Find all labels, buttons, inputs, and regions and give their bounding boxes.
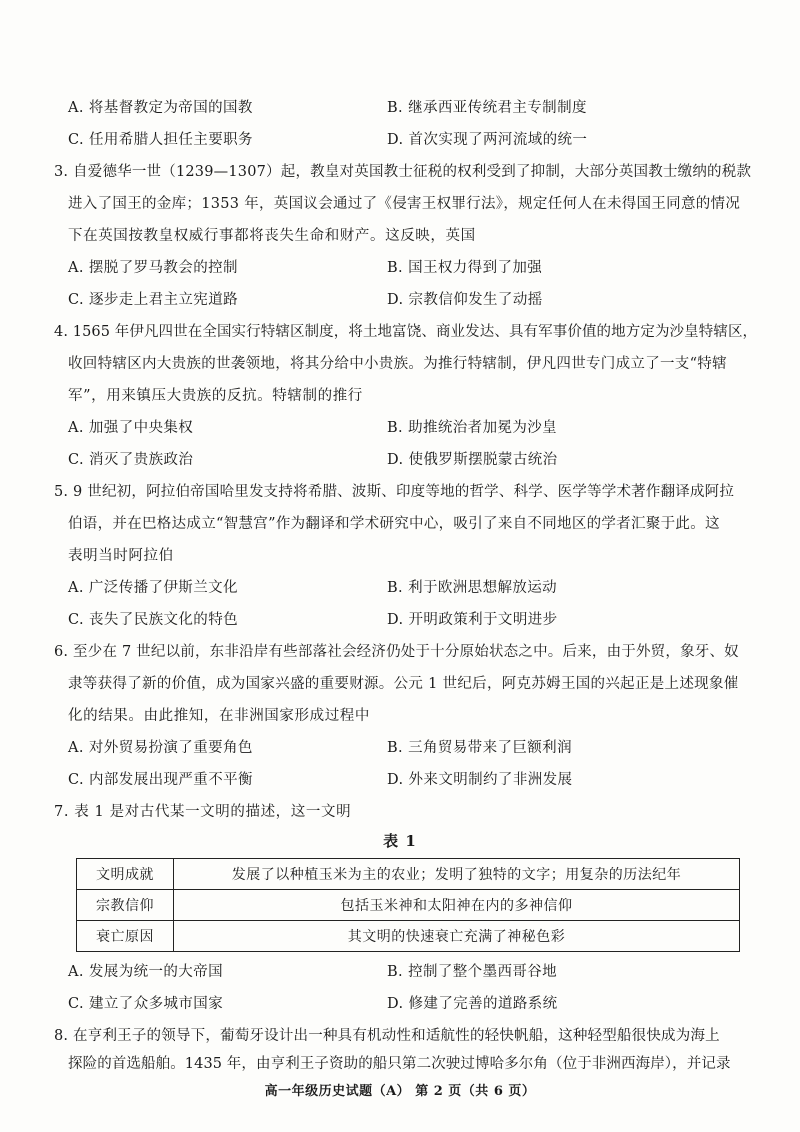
q7-option-d: D. 修建了完善的道路系统 (387, 996, 558, 1012)
q8-stem-line: 8. 在亨利王子的领导下，葡萄牙设计出一种具有机动性和适航性的轻快帆船，这种轻型船很快成为海上 (54, 1028, 720, 1044)
civilization-table (76, 858, 740, 952)
q4-option-a: A. 加强了中央集权 (68, 420, 194, 436)
q6-option-b: B. 三角贸易带来了巨额利润 (387, 740, 572, 756)
table-caption: 表 1 (383, 832, 417, 850)
q3-stem-line: 下在英国按教皇权威行事都将丧失生命和财产。这反映，英国 (68, 228, 476, 244)
q6-stem-line: 6. 至少在 7 世纪以前，东非沿岸有些部落社会经济仍处于十分原始状态之中。后来，由于外贸，象牙、奴 (54, 644, 739, 660)
table-cell: 其文明的快速衰亡充满了神秘色彩 (174, 921, 740, 952)
q6-option-d: D. 外来文明制约了非洲发展 (387, 772, 573, 788)
q5-option-a: A. 广泛传播了伊斯兰文化 (68, 580, 238, 596)
table-cell: 发展了以种植玉米为主的农业；发明了独特的文字；用复杂的历法纪年 (174, 859, 740, 890)
q4-option-b: B. 助推统治者加冕为沙皇 (387, 420, 558, 436)
q6-option-c: C. 内部发展出现严重不平衡 (68, 772, 253, 788)
q3-option-c: C. 逐步走上君主立宪道路 (68, 292, 238, 308)
q5-option-b: B. 利于欧洲思想解放运动 (387, 580, 558, 596)
q5-stem-line: 5. 9 世纪初，阿拉伯帝国哈里发支持将希腊、波斯、印度等地的哲学、科学、医学等学术著作翻译成阿拉 (54, 484, 735, 500)
q7-option-c: C. 建立了众多城市国家 (68, 996, 224, 1012)
q3-option-d: D. 宗教信仰发生了动摇 (387, 292, 543, 308)
q2-option-c: C. 任用希腊人担任主要职务 (68, 132, 253, 148)
table-cell: 包括玉米神和太阳神在内的多神信仰 (174, 890, 740, 921)
q5-option-d: D. 开明政策利于文明进步 (387, 612, 558, 628)
q4-stem-line: 军”，用来镇压大贵族的反抗。特辖制的推行 (68, 388, 363, 404)
q3-stem-line: 进入了国王的金库；1353 年，英国议会通过了《侵害王权罪行法》，规定任何人在未得国王同意的情况 (68, 196, 741, 212)
q3-option-a: A. 摆脱了罗马教会的控制 (68, 260, 238, 276)
page-footer: 高一年级历史试题（A） 第 2 页（共 6 页） (264, 1084, 536, 1099)
q5-stem-line: 伯语，并在巴格达成立“智慧宫”作为翻译和学术研究中心，吸引了来自不同地区的学者汇聚于此。这 (68, 516, 720, 532)
q4-stem-line: 收回特辖区内大贵族的世袭领地，将其分给中小贵族。为推行特辖制，伊凡四世专门成立了一支“特辖 (68, 356, 727, 372)
q7-option-a: A. 发展为统一的大帝国 (68, 964, 223, 980)
q5-option-c: C. 丧失了民族文化的特色 (68, 612, 238, 628)
q2-option-d: D. 首次实现了两河流域的统一 (387, 132, 588, 148)
table-row-header: 宗教信仰 (77, 890, 174, 921)
q6-option-a: A. 对外贸易扮演了重要角色 (68, 740, 253, 756)
q6-stem-line: 隶等获得了新的价值，成为国家兴盛的重要财源。公元 1 世纪后，阿克苏姆王国的兴起正是上述现象催 (68, 676, 739, 692)
q3-stem-line: 3. 自爱德华一世（1239—1307）起，教皇对英国教士征税的权利受到了抑制，大部分英国教士缴纳的税款 (54, 164, 752, 180)
table-row (77, 890, 740, 921)
q4-option-d: D. 使俄罗斯摆脱蒙古统治 (387, 452, 558, 468)
table-row (77, 859, 740, 890)
q5-stem-line: 表明当时阿拉伯 (68, 548, 174, 564)
q4-option-c: C. 消灭了贵族政治 (68, 452, 194, 468)
table-row-header: 文明成就 (77, 859, 174, 890)
q3-option-b: B. 国王权力得到了加强 (387, 260, 543, 276)
q6-stem-line: 化的结果。由此推知，在非洲国家形成过程中 (68, 708, 370, 724)
q2-option-a: A. 将基督教定为帝国的国教 (68, 100, 253, 116)
q4-stem-line: 4. 1565 年伊凡四世在全国实行特辖区制度，将土地富饶、商业发达、具有军事价值的地方定为沙皇特辖区， (54, 324, 758, 340)
q7-option-b: B. 控制了整个墨西哥谷地 (387, 964, 558, 980)
table-row (77, 921, 740, 952)
q7-stem-line: 7. 表 1 是对古代某一文明的描述，这一文明 (54, 804, 352, 820)
table-row-header: 衰亡原因 (77, 921, 174, 952)
q2-option-b: B. 继承西亚传统君主专制制度 (387, 100, 587, 116)
q8-stem-line: 探险的首选船舶。1435 年，由亨利王子资助的船只第二次驶过博哈多尔角（位于非洲西海岸），并记录 (68, 1056, 731, 1072)
